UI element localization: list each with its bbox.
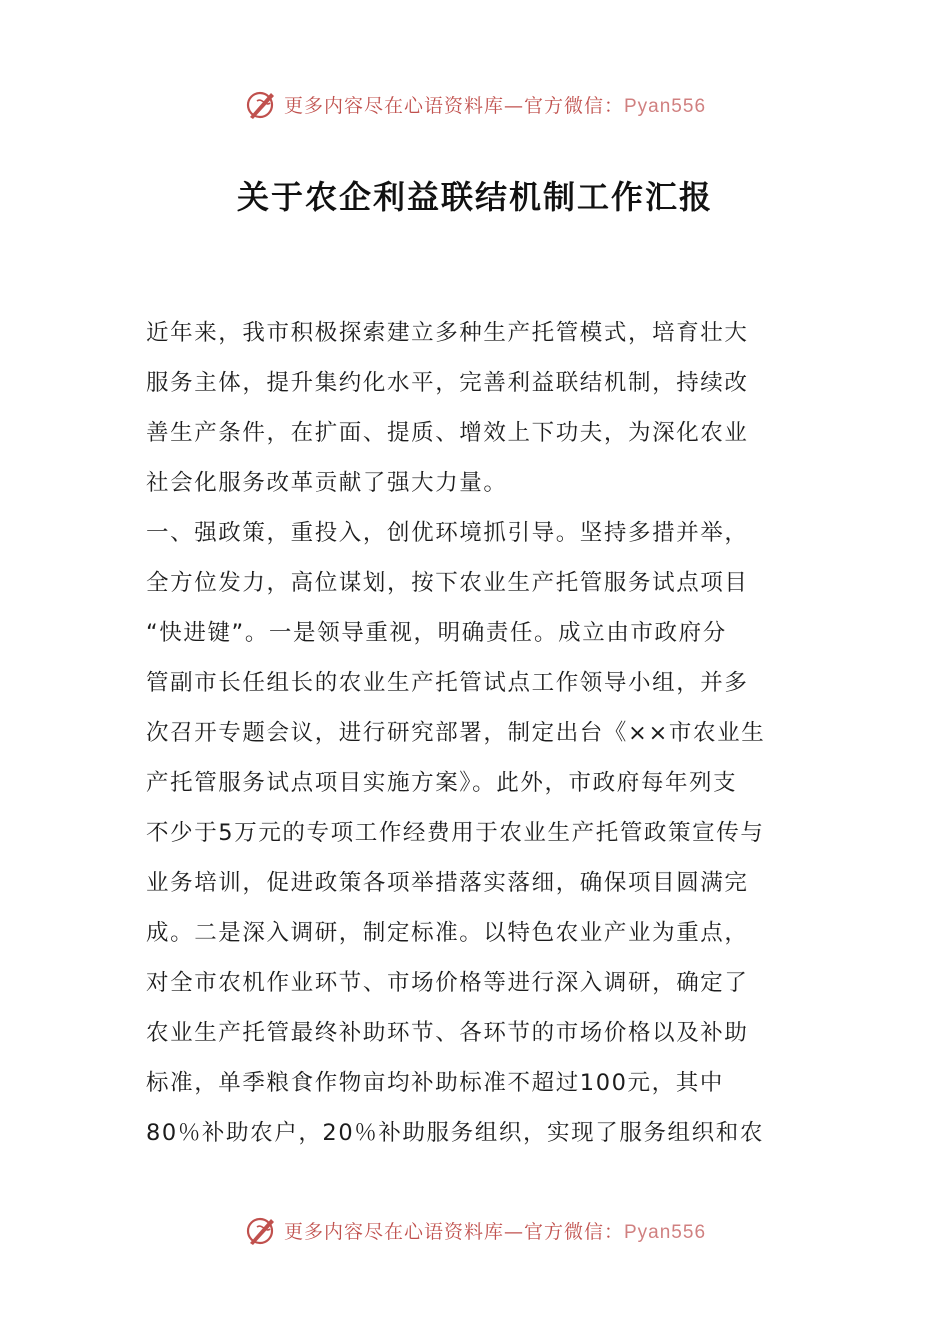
body-line: 服务主体，提升集约化水平，完善利益联结机制，持续改 [146, 370, 749, 396]
body-line: 农业生产托管最终补助环节、各环节的市场价格以及补助 [146, 1020, 749, 1046]
body-line: 成。二是深入调研，制定标准。以特色农业产业为重点， [146, 920, 749, 946]
body-line: 业务培训，促进政策各项举措落实落细，确保项目圆满完 [146, 870, 749, 896]
pen-in-circle-logo-icon [244, 87, 278, 121]
banner-main-text: 更多内容尽在心语资料库 [283, 94, 504, 117]
banner-wechat-id: Pyan556 [624, 1221, 707, 1243]
body-line: 不少于5万元的专项工作经费用于农业生产托管政策宣传与 [146, 820, 765, 846]
body-line: 一、强政策，重投入，创优环境抓引导。坚持多措并举， [146, 520, 749, 546]
body-line: 产托管服务试点项目实施方案》。此外，市政府每年列支 [146, 770, 738, 796]
header-banner [0, 84, 950, 124]
body-line: 管副市长任组长的农业生产托管试点工作领导小组，并多 [146, 670, 749, 696]
body-line: 近年来，我市积极探索建立多种生产托管模式，培育壮大 [146, 320, 749, 346]
body-line: 对全市农机作业环节、市场价格等进行深入调研，确定了 [146, 970, 749, 996]
pen-in-circle-logo-icon [244, 1213, 278, 1247]
banner-wechat-label: 官方微信： [523, 1220, 624, 1243]
body-line: “快进键”。一是领导重视，明确责任。成立由市政府分 [146, 620, 727, 646]
document-title: 关于农企利益联结机制工作汇报 [236, 178, 713, 216]
banner-text [284, 1217, 706, 1244]
body-line: 善生产条件，在扩面、提质、增效上下功夫，为深化农业 [146, 420, 749, 446]
body-line: 次召开专题会议，进行研究部署，制定出台《××市农业生 [146, 720, 766, 746]
banner-main-text: 更多内容尽在心语资料库 [283, 1220, 504, 1243]
body-line: 社会化服务改革贡献了强大力量。 [146, 470, 508, 496]
body-line: 80％补助农户，20％补助服务组织，实现了服务组织和农 [146, 1120, 764, 1146]
banner-wechat-label: 官方微信： [523, 94, 624, 117]
body-line: 全方位发力，高位谋划，按下农业生产托管服务试点项目 [146, 570, 749, 596]
document-body [146, 308, 806, 1158]
banner-text [284, 91, 706, 118]
banner-wechat-id: Pyan556 [624, 95, 707, 117]
footer-banner [0, 1210, 950, 1250]
banner-separator: — [503, 94, 524, 117]
body-line: 标准，单季粮食作物亩均补助标准不超过100元，其中 [146, 1070, 724, 1096]
banner-separator: — [503, 1220, 524, 1243]
